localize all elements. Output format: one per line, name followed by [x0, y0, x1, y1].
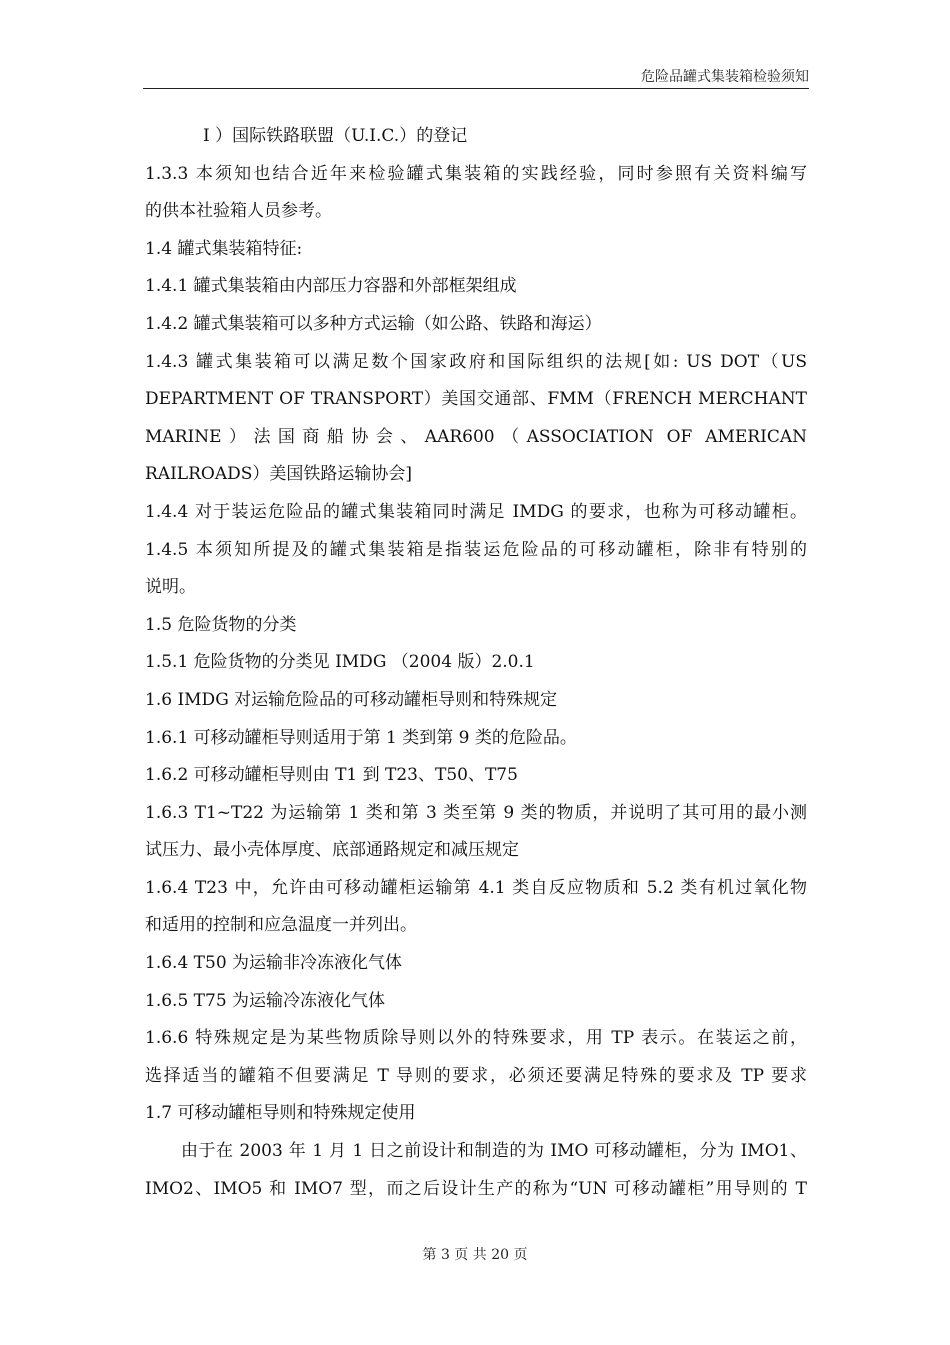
text-line: 1.4.3 罐式集装箱可以满足数个国家政府和国际组织的法规[如: US DOT（US [145, 351, 807, 372]
document-body [145, 118, 807, 1208]
header-title: 危险品罐式集装箱检验须知 [641, 69, 809, 85]
text-line: 试压力、最小壳体厚度、底部通路规定和减压规定 [145, 840, 519, 861]
text-line: 1.4.2 罐式集装箱可以多种方式运输（如公路、铁路和海运） [145, 313, 602, 334]
text-line: 1.3.3 本须知也结合近年来检验罐式集装箱的实践经验，同时参照有关资料编写 [145, 163, 807, 184]
section-heading: 1.6 IMDG 对运输危险品的可移动罐柜导则和特殊规定 [145, 689, 558, 710]
page-footer: 第 3 页 共 20 页 [422, 1247, 528, 1263]
text-line: 1.4.5 本须知所提及的罐式集装箱是指装运危险品的可移动罐柜，除非有特别的 [145, 539, 807, 560]
text-line: 1.6.3 T1~T22 为运输第 1 类和第 3 类至第 9 类的物质，并说明了其可用的最小测 [145, 802, 807, 823]
text-line: I ）国际铁路联盟（U.I.C.）的登记 [203, 126, 468, 146]
text-line: MARINE）法国商船协会、AAR600（ASSOCIATION OF AMERICAN [145, 426, 807, 447]
text-line: 1.6.4 T23 中，允许由可移动罐柜运输第 4.1 类自反应物质和 5.2 类有机过氧化物 [145, 877, 807, 898]
text-line: 1.4.4 对于装运危险品的罐式集装箱同时满足 IMDG 的要求，也称为可移动罐柜。 [145, 501, 807, 522]
text-line: 1.6.5 T75 为运输冷冻液化气体 [145, 990, 386, 1011]
text-line: 1.6.6 特殊规定是为某些物质除导则以外的特殊要求，用 TP 表示。在装运之前， [145, 1028, 807, 1049]
text-line: 1.6.4 T50 为运输非冷冻液化气体 [145, 953, 403, 974]
section-heading: 1.7 可移动罐柜导则和特殊规定使用 [145, 1103, 416, 1124]
text-line: 由于在 2003 年 1 月 1 日之前设计和制造的为 IMO 可移动罐柜，分为 IMO1、 [181, 1141, 807, 1162]
text-line: RAILROADS）美国铁路运输协会] [145, 464, 413, 485]
text-line: 1.4.1 罐式集装箱由内部压力容器和外部框架组成 [145, 276, 517, 297]
text-line: 说明。 [145, 577, 196, 598]
text-line: 1.6.1 可移动罐柜导则适用于第 1 类到第 9 类的危险品。 [145, 727, 577, 748]
page-header [143, 62, 809, 89]
text-line: DEPARTMENT OF TRANSPORT）美国交通部、FMM（FRENCH MERCHANT [145, 389, 807, 410]
text-line: IMO2、IMO5 和 IMO7 型，而之后设计生产的称为“UN 可移动罐柜”用导则的 T [145, 1178, 807, 1199]
text-line: 和适用的控制和应急温度一并列出。 [145, 915, 417, 936]
section-heading: 1.4 罐式集装箱特征: [145, 238, 303, 259]
section-heading: 1.5 危险货物的分类 [145, 614, 297, 635]
text-line: 1.5.1 危险货物的分类见 IMDG （2004 版）2.0.1 [145, 652, 535, 673]
text-line: 选择适当的罐箱不但要满足 T 导则的要求，必须还要满足特殊的要求及 TP 要求 [145, 1065, 807, 1086]
text-line: 的供本社验箱人员参考。 [145, 201, 332, 222]
text-line: 1.6.2 可移动罐柜导则由 T1 到 T23、T50、T75 [145, 765, 518, 786]
